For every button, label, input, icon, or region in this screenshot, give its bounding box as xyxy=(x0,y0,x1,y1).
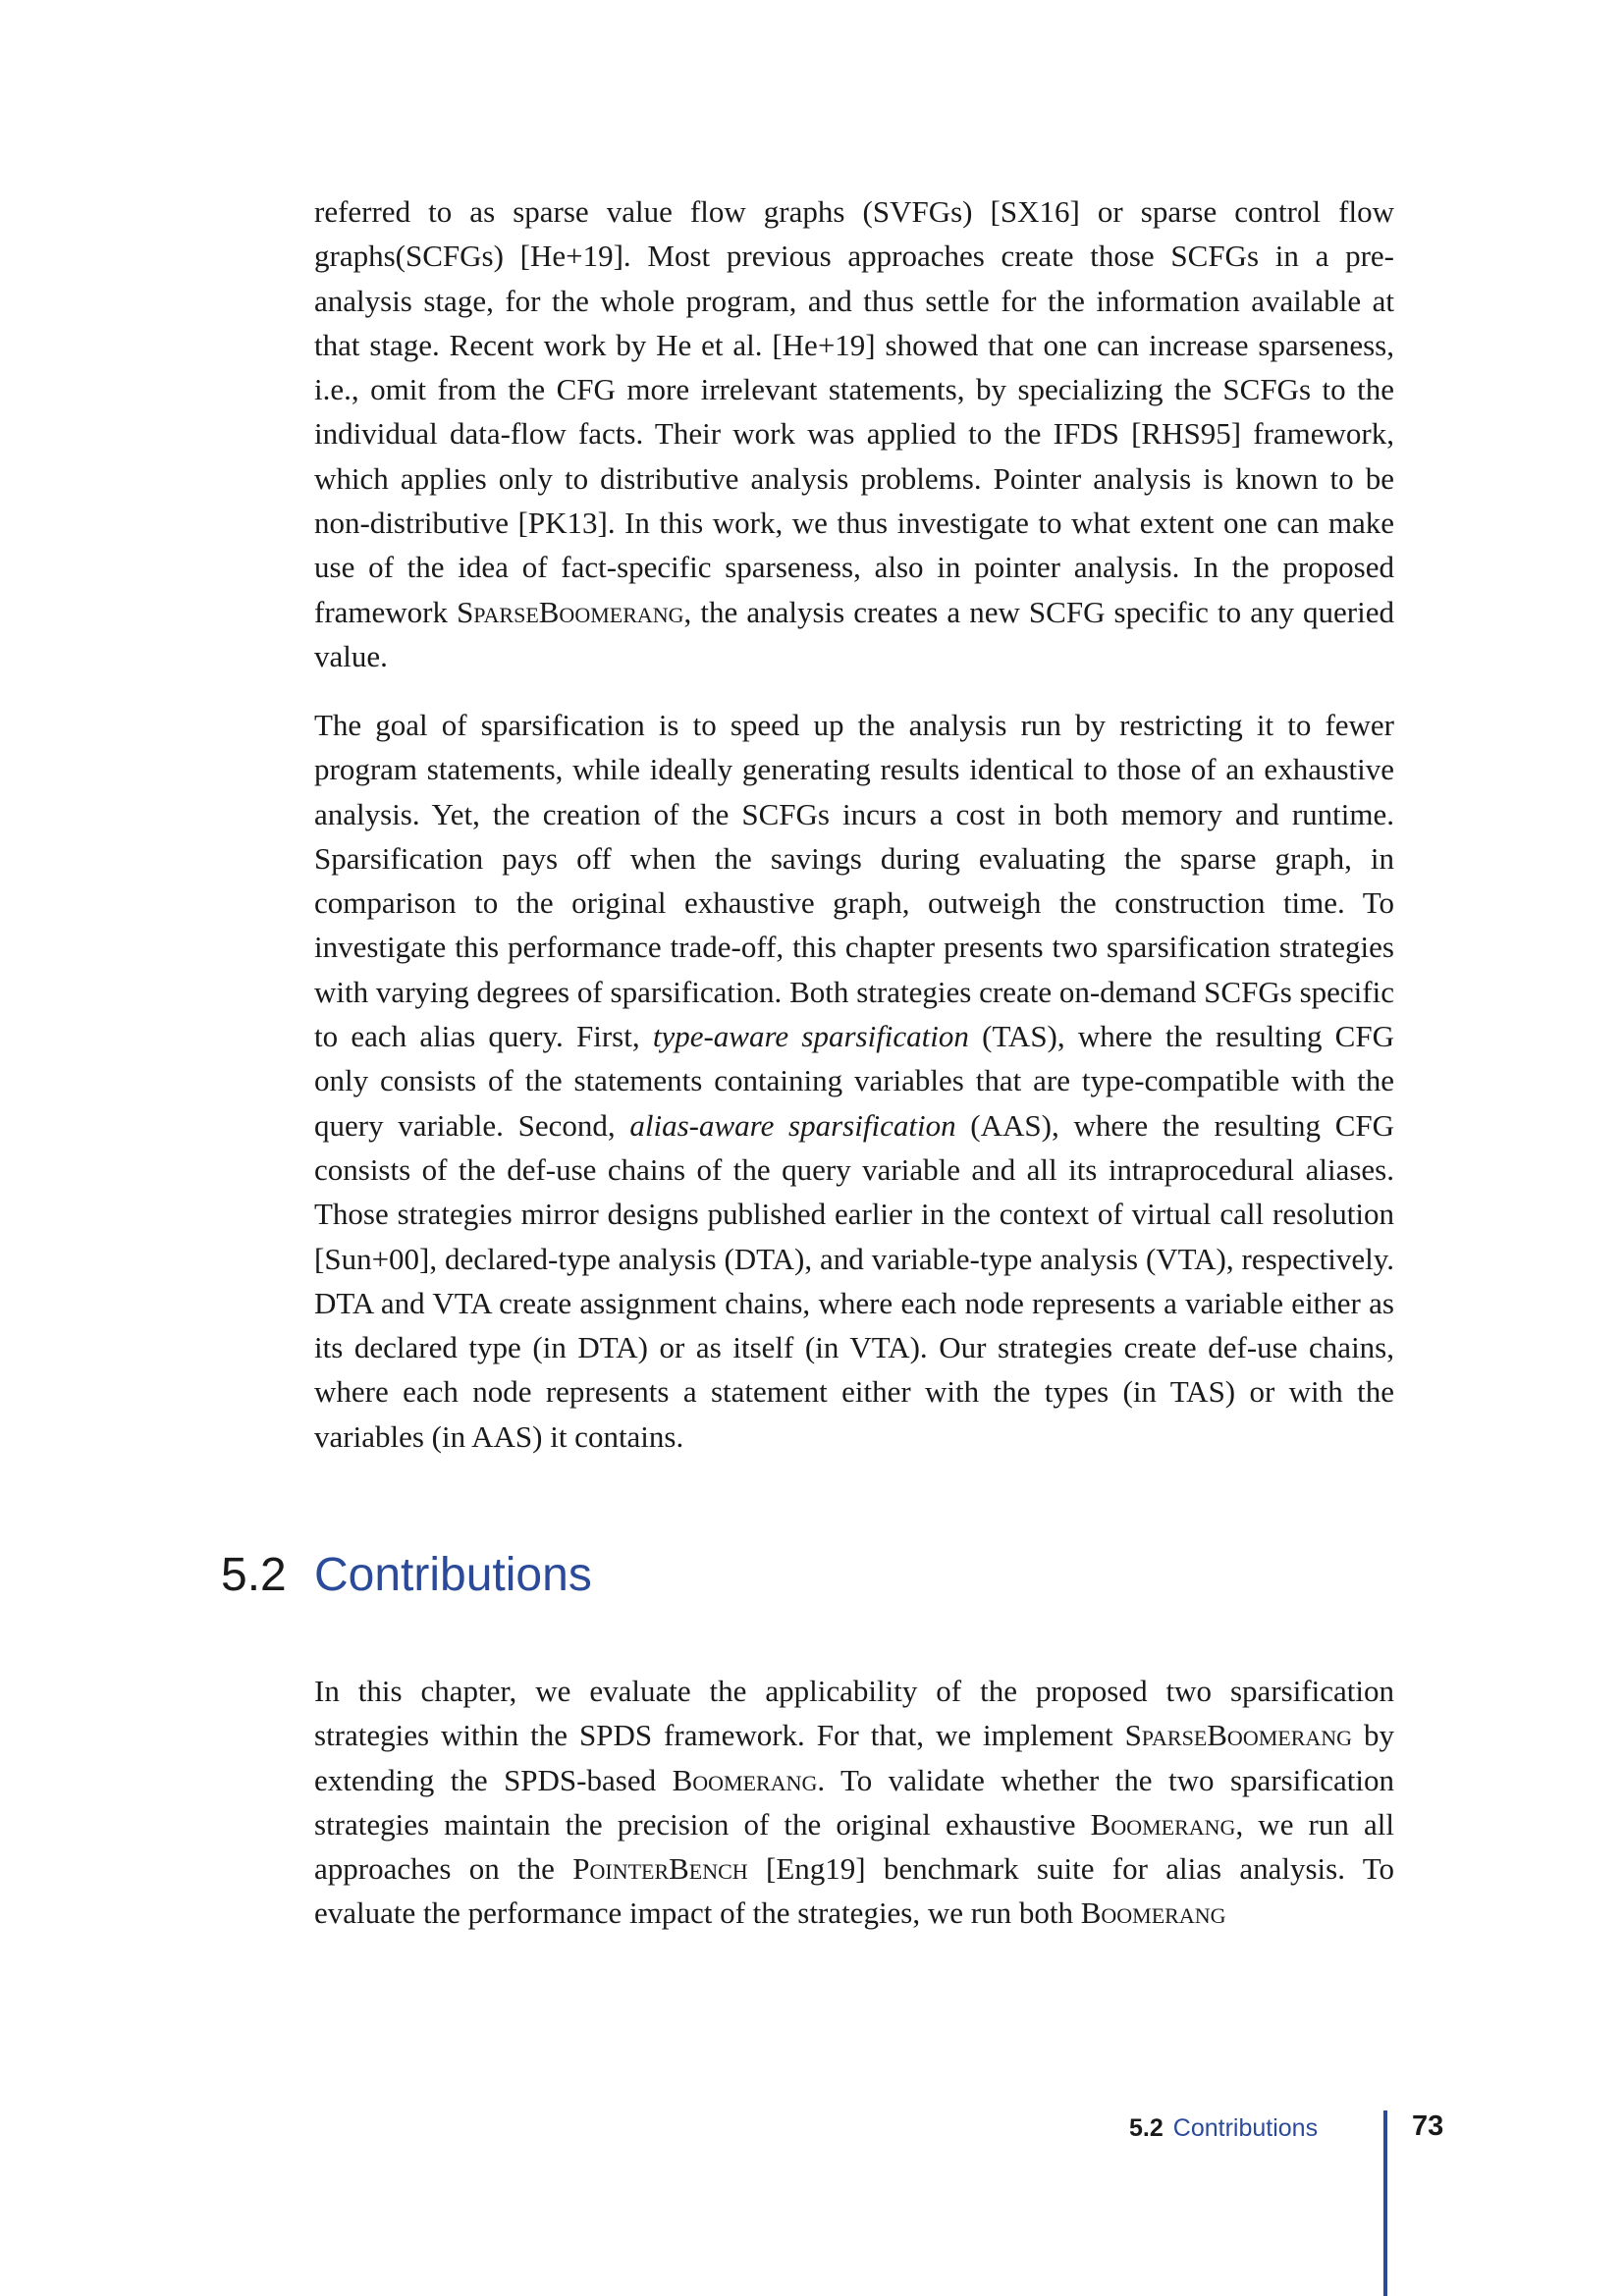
para3-smallcaps-sparseboomerang: SparseBoomerang xyxy=(1124,1718,1353,1753)
footer-section-number: 5.2 xyxy=(1129,2114,1164,2142)
section-title: Contributions xyxy=(314,1549,592,1601)
para3-smallcaps-boomerang-1: Boomerang xyxy=(672,1762,818,1797)
page-number: 73 xyxy=(1412,2110,1444,2142)
para3-text-5: [Eng19] benchmark suite for alias analysis. To evaluate the performance impact of the strategies, we run both xyxy=(314,1851,1395,1931)
section-number: 5.2 xyxy=(221,1549,287,1601)
para3-text-2: by extending the SPDS-based xyxy=(314,1718,1394,1797)
para3-text-4: , we run all approaches on the xyxy=(314,1806,1394,1887)
para3-smallcaps-pointerbench: PointerBench xyxy=(572,1851,748,1887)
para3-smallcaps-boomerang-3: Boomerang xyxy=(1080,1896,1226,1931)
para3-text-3: . To validate whether the two sparsification strategies maintain the precision of the original exhaustive xyxy=(314,1762,1394,1842)
para2-emphasis-tas: type-aware sparsification xyxy=(652,1019,969,1054)
para1-smallcaps-sparseboomerang: SparseBoomerang xyxy=(457,594,684,629)
section-heading xyxy=(221,1546,592,1605)
para1-text-1: referred to as sparse value flow graphs (SVFGs) [SX16] or sparse control flow graphs(SCFGs) [He+19]. Most previous approaches create those SCFGs in a pre-analysis stage, for the whole program, and thus settle for the information available at that stage. Recent work by He et al. [He+19] showed that one can increase sparseness, i.e., omit from the CFG more irrelevant statements, by specializing the SCFGs to the individual data-flow facts. Their work was applied to the IFDS [RHS95] framework, which applies only to distributive analysis problems. Pointer analysis is known to be non-distributive [PK13]. In this work, we thus investigate to what extent one can make use of the idea of fact-specific sparseness, also in pointer analysis. In the proposed framework xyxy=(314,194,1394,629)
running-footer xyxy=(1129,2110,1318,2146)
para2-text-3: (AAS), where the resulting CFG consists of the def-use chains of the query variable and all its intraprocedural aliases. Those strategies mirror designs published earlier in the context of virtual call resolution [Sun+00], declared-type analysis (DTA), and variable-type analysis (VTA), respectively. DTA and VTA create assignment chains, where each node represents a variable either as its declared type (in DTA) or as itself (in VTA). Our strategies create def-use chains, where each node represents a statement either with the types (in TAS) or with the variables (in AAS) it contains. xyxy=(314,1107,1395,1454)
para1-text-2: , the analysis creates a new SCFG specific to any queried value. xyxy=(314,594,1394,673)
body-paragraph-1 xyxy=(314,189,1394,678)
para3-text-1: In this chapter, we evaluate the applicability of the proposed two sparsification strategies within the SPDS framework. For that, we implement xyxy=(314,1674,1394,1753)
footer-vertical-rule xyxy=(1383,2110,1387,2296)
para2-text-2: (TAS), where the resulting CFG only consists of the statements containing variables that are type-compatible with the query variable. Second, xyxy=(314,1019,1394,1143)
body-paragraph-3 xyxy=(314,1669,1394,1936)
para3-smallcaps-boomerang-2: Boomerang xyxy=(1090,1806,1236,1842)
body-paragraph-2 xyxy=(314,703,1394,1459)
para2-text-1: The goal of sparsification is to speed up the analysis run by restricting it to fewer program statements, while ideally generating results identical to those of an exhaustive analysis. Yet, the creation of the SCFGs incurs a cost in both memory and runtime. Sparsification pays off when the savings during evaluating the sparse graph, in comparison to the original exhaustive graph, outweigh the construction time. To investigate this performance trade-off, this chapter presents two sparsification strategies with varying degrees of sparsification. Both strategies create on-demand SCFGs specific to each alias query. First, xyxy=(314,708,1394,1054)
footer-section-title: Contributions xyxy=(1172,2114,1319,2142)
para2-emphasis-aas: alias-aware sparsification xyxy=(629,1107,956,1143)
